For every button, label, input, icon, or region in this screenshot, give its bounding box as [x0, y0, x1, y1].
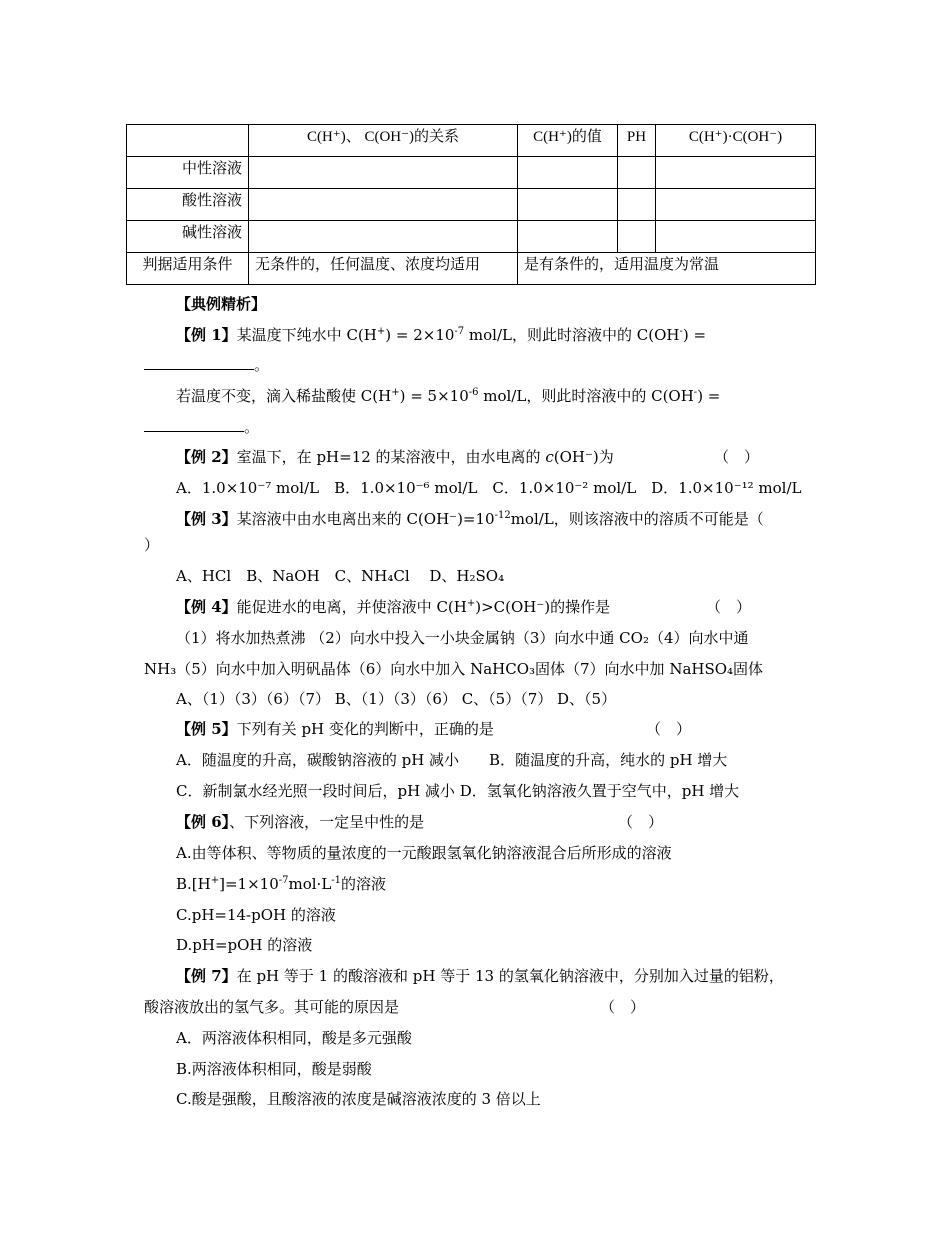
text-run: )>C(OH⁻)的操作是 — [475, 598, 611, 616]
table-header-cell — [127, 125, 249, 157]
text-run: ]=1×10 — [219, 875, 279, 893]
superscript: -6 — [468, 387, 479, 398]
example-7-line1 — [176, 965, 848, 987]
table-cell — [518, 157, 618, 189]
example-tag: 【例 2】 — [176, 448, 237, 466]
example-tag: 【例 7】 — [176, 967, 237, 985]
example-1-line1 — [176, 324, 848, 346]
example-7-option-c: C.酸是强酸，且酸溶液的浓度是碱溶液浓度的 3 倍以上 — [176, 1090, 541, 1108]
table-header-cell: C(H⁺)、 C(OH⁻)的关系 — [249, 125, 518, 157]
text-run: 某溶液中由水电离出来的 C(OH⁻)=10 — [236, 510, 495, 528]
text-run: mol/L，则此时溶液中的 C(OH — [478, 387, 694, 405]
text-run: 的溶液 — [341, 875, 387, 893]
answer-paren[interactable]: （ ） — [706, 598, 752, 616]
example-7-option-b: B.两溶液体积相同，酸是弱酸 — [176, 1060, 372, 1078]
row-label: 判据适用条件 — [127, 253, 249, 285]
text-run: 若温度不变，滴入稀盐酸使 C(H — [176, 387, 392, 405]
table-row — [127, 221, 816, 253]
superscript: + — [466, 598, 476, 609]
table-cell — [249, 221, 518, 253]
comparison-table — [126, 124, 816, 285]
superscript: - — [679, 326, 683, 337]
answer-paren[interactable]: （ ） — [714, 448, 760, 466]
row-label: 酸性溶液 — [127, 189, 249, 221]
example-6-option-a: A.由等体积、等物质的量浓度的一元酸跟氢氧化钠溶液混合后所形成的溶液 — [176, 844, 672, 862]
example-tag: 【例 5】 — [176, 720, 237, 738]
answer-paren[interactable]: （ ） — [646, 720, 692, 738]
table-cell — [618, 189, 656, 221]
table-header-row — [127, 125, 816, 157]
example-1-line3 — [176, 385, 848, 407]
table-header-cell: PH — [618, 125, 656, 157]
example-4-line3: NH₃（5）向水中加入明矾晶体（6）向水中加入 NaHCO₃固体（7）向水中加 NaHSO₄固体 — [144, 660, 764, 678]
example-1-line2 — [144, 354, 816, 376]
example-5-line1 — [176, 718, 848, 740]
text-run: 。 — [254, 356, 270, 374]
example-tag: 【例 6】 — [176, 813, 230, 831]
table-cell — [518, 189, 618, 221]
table-header-cell: C(H⁺)的值 — [518, 125, 618, 157]
text-run: 。 — [244, 418, 260, 436]
example-6-option-b — [176, 873, 848, 895]
condition-right-cell: 是有条件的，适用温度为常温 — [518, 253, 816, 285]
text-run: mol·L — [288, 875, 332, 893]
row-label: 碱性溶液 — [127, 221, 249, 253]
table-row — [127, 189, 816, 221]
superscript: -12 — [494, 510, 511, 521]
text-run: 某温度下纯水中 C(H — [236, 326, 377, 344]
example-2-options: A．1.0×10⁻⁷ mol/L B．1.0×10⁻⁶ mol/L C．1.0×10⁻² mol/L D．1.0×10⁻¹² mol/L — [176, 479, 802, 497]
condition-left-cell: 无条件的，任何温度、浓度均适用 — [249, 253, 518, 285]
text-run: ) = — [697, 387, 721, 405]
text-run: mol/L，则该溶液中的溶质不可能是（ — [510, 510, 764, 528]
answer-blank[interactable] — [144, 355, 254, 370]
table-cell — [656, 157, 816, 189]
section-title: 【典例精析】 — [176, 295, 267, 313]
superscript: + — [376, 326, 386, 337]
row-label: 中性溶液 — [127, 157, 249, 189]
example-7-line2: 酸溶液放出的氢气多。其可能的原因是 — [144, 998, 400, 1016]
example-3-options: A、HCl B、NaOH C、NH₄Cl D、H₂SO₄ — [176, 567, 505, 585]
table-cell — [656, 221, 816, 253]
example-tag: 【例 3】 — [176, 510, 237, 528]
example-4-options: A、（1）（3）（6）（7） B、（1）（3）（6） C、（5）（7） D、（5） — [176, 690, 617, 708]
answer-blank[interactable] — [144, 417, 244, 432]
example-5-options-cd: C．新制氯水经光照一段时间后，pH 减小 D．氢氧化钠溶液久置于空气中，pH 增大 — [176, 782, 740, 800]
table-header-cell: C(H⁺)·C(OH⁻) — [656, 125, 816, 157]
example-3-line1 — [176, 508, 848, 530]
example-1-line4 — [144, 416, 816, 438]
text-run: 能促进水的电离，并使溶液中 C(H — [236, 598, 467, 616]
superscript: + — [391, 387, 400, 398]
table-row — [127, 157, 816, 189]
example-3-line2: ） — [144, 536, 160, 554]
text-run: (OH⁻)为 — [553, 448, 614, 466]
text-run: 在 pH 等于 1 的酸溶液和 pH 等于 13 的氢氧化钠溶液中，分别加入过量的铝粉， — [236, 967, 784, 985]
table-cell — [518, 221, 618, 253]
text-run: B.[H — [176, 875, 211, 893]
example-tag: 【例 1】 — [176, 326, 237, 344]
text-run: mol/L，则此时溶液中的 C(OH — [464, 326, 680, 344]
table-cell — [249, 189, 518, 221]
example-4-line2: （1）将水加热煮沸 （2）向水中投入一小块金属钠（3）向水中通 CO₂（4）向水中通 — [176, 629, 749, 647]
table-cell — [618, 221, 656, 253]
superscript: + — [210, 875, 220, 886]
superscript: -1 — [331, 875, 342, 886]
table-row-condition — [127, 253, 816, 285]
example-6-option-c: C.pH=14-pOH 的溶液 — [176, 906, 336, 924]
superscript: -7 — [454, 326, 465, 337]
superscript: - — [693, 387, 698, 398]
example-tag: 【例 4】 — [176, 598, 237, 616]
text-run: 下列有关 pH 变化的判断中，正确的是 — [236, 720, 494, 738]
text-run: 室温下，在 pH=12 的某溶液中，由水电离的 — [236, 448, 546, 466]
example-5-options-ab: A．随温度的升高，碳酸钠溶液的 pH 减小 B．随温度的升高，纯水的 pH 增大 — [176, 751, 728, 769]
text-run: 、下列溶液，一定呈中性的是 — [229, 813, 425, 831]
text-run: ) = — [682, 326, 707, 344]
text-run: ) = 5×10 — [399, 387, 469, 405]
example-7-option-a: A．两溶液体积相同，酸是多元强酸 — [176, 1029, 412, 1047]
example-6-option-d: D.pH=pOH 的溶液 — [176, 936, 313, 954]
text-run: c — [545, 448, 554, 466]
superscript: -7 — [278, 875, 289, 886]
text-run: ) = 2×10 — [385, 326, 455, 344]
answer-paren[interactable]: （ ） — [618, 813, 664, 831]
table-cell — [656, 189, 816, 221]
table-cell — [249, 157, 518, 189]
table-cell — [618, 157, 656, 189]
example-6-line1 — [176, 811, 848, 833]
answer-paren[interactable]: （ ） — [600, 998, 646, 1016]
